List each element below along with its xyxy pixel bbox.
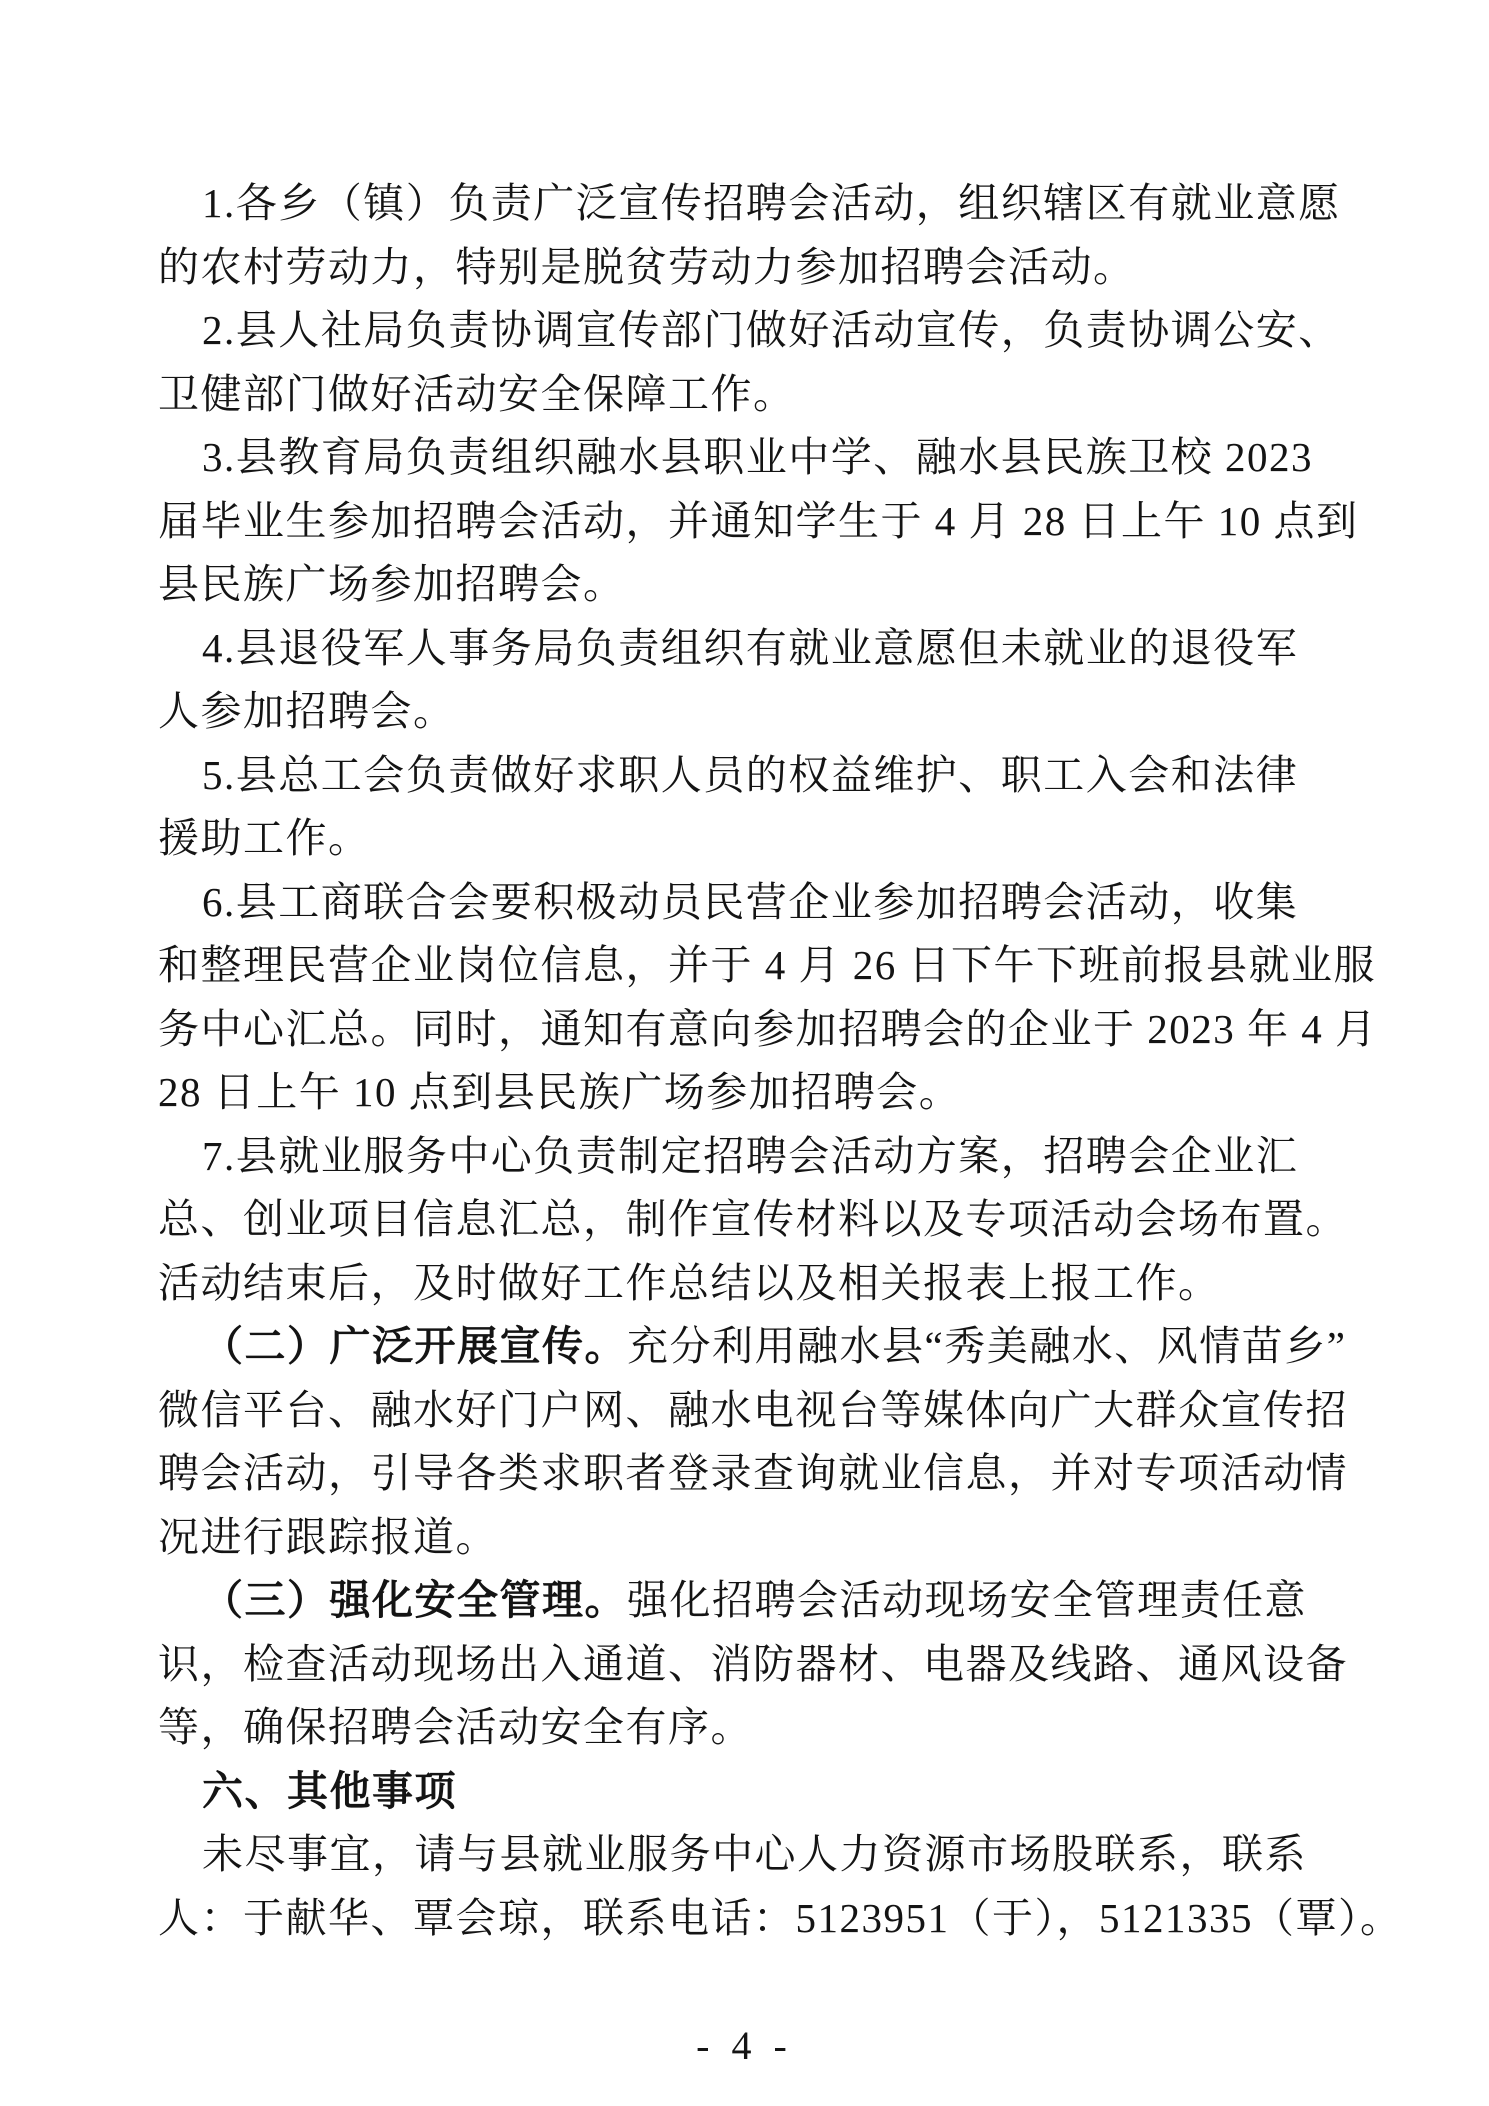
text-line: 况进行跟踪报道。 — [158, 1513, 498, 1560]
text-line: 届毕业生参加招聘会活动，并通知学生于 4 月 28 日上午 10 点到 — [158, 497, 1359, 544]
text-line: 和整理民营企业岗位信息，并于 4 月 26 日下午下班前报县就业服 — [158, 942, 1376, 988]
text-line: 的农村劳动力，特别是脱贫劳动力参加招聘会活动。 — [158, 243, 1136, 290]
text-line: 微信平台、融水好门户网、融水电视台等媒体向广大群众宣传招 — [158, 1386, 1348, 1433]
text-line: 未尽事宜，请与县就业服务中心人力资源市场股联系，联系 — [202, 1831, 1307, 1877]
text-line: （三）强化安全管理。强化招聘会活动现场安全管理责任意 — [202, 1577, 1307, 1623]
text-line: 县民族广场参加招聘会。 — [158, 561, 626, 607]
text-line: 识，检查活动现场出入通道、消防器材、电器及线路、通风设备 — [158, 1640, 1348, 1687]
text-line: 卫健部门做好活动安全保障工作。 — [158, 370, 796, 417]
text-line: （二）广泛开展宣传。充分利用融水县“秀美融水、风情苗乡” — [202, 1323, 1347, 1369]
text-line: 务中心汇总。同时，通知有意向参加招聘会的企业于 2023 年 4 月 — [158, 1005, 1378, 1052]
text-line: 5.县总工会负责做好求职人员的权益维护、职工入会和法律 — [202, 751, 1299, 798]
text-line: 人参加招聘会。 — [158, 688, 456, 734]
text-line: 2.县人社局负责协调宣传部门做好活动宣传，负责协调公安、 — [202, 307, 1341, 353]
page-number: - 4 - — [696, 2023, 793, 2068]
document-body — [158, 172, 1403, 1950]
text-line: 4.县退役军人事务局负责组织有就业意愿但未就业的退役军 — [202, 624, 1299, 671]
text-line: 28 日上午 10 点到县民族广场参加招聘会。 — [158, 1069, 962, 1115]
text-line: 聘会活动，引导各类求职者登录查询就业信息，并对专项活动情 — [158, 1450, 1348, 1496]
text-line: 人：于献华、覃会琼，联系电话：5123951（于），5121335（覃）。 — [158, 1894, 1403, 1941]
section-heading: 六、其他事项 — [202, 1767, 457, 1814]
text-line: 6.县工商联合会要积极动员民营企业参加招聘会活动，收集 — [202, 878, 1299, 925]
text-line: 等，确保招聘会活动安全有序。 — [158, 1704, 753, 1750]
text-line: 3.县教育局负责组织融水县职业中学、融水县民族卫校 2023 — [202, 434, 1313, 480]
text-line: 总、创业项目信息汇总，制作宣传材料以及专项活动会场布置。 — [158, 1196, 1348, 1242]
text-line: 援助工作。 — [158, 815, 371, 861]
text-line: 1.各乡（镇）负责广泛宣传招聘会活动，组织辖区有就业意愿 — [202, 180, 1341, 226]
text-line: 7.县就业服务中心负责制定招聘会活动方案，招聘会企业汇 — [202, 1132, 1299, 1179]
text-line: 活动结束后，及时做好工作总结以及相关报表上报工作。 — [158, 1259, 1221, 1306]
